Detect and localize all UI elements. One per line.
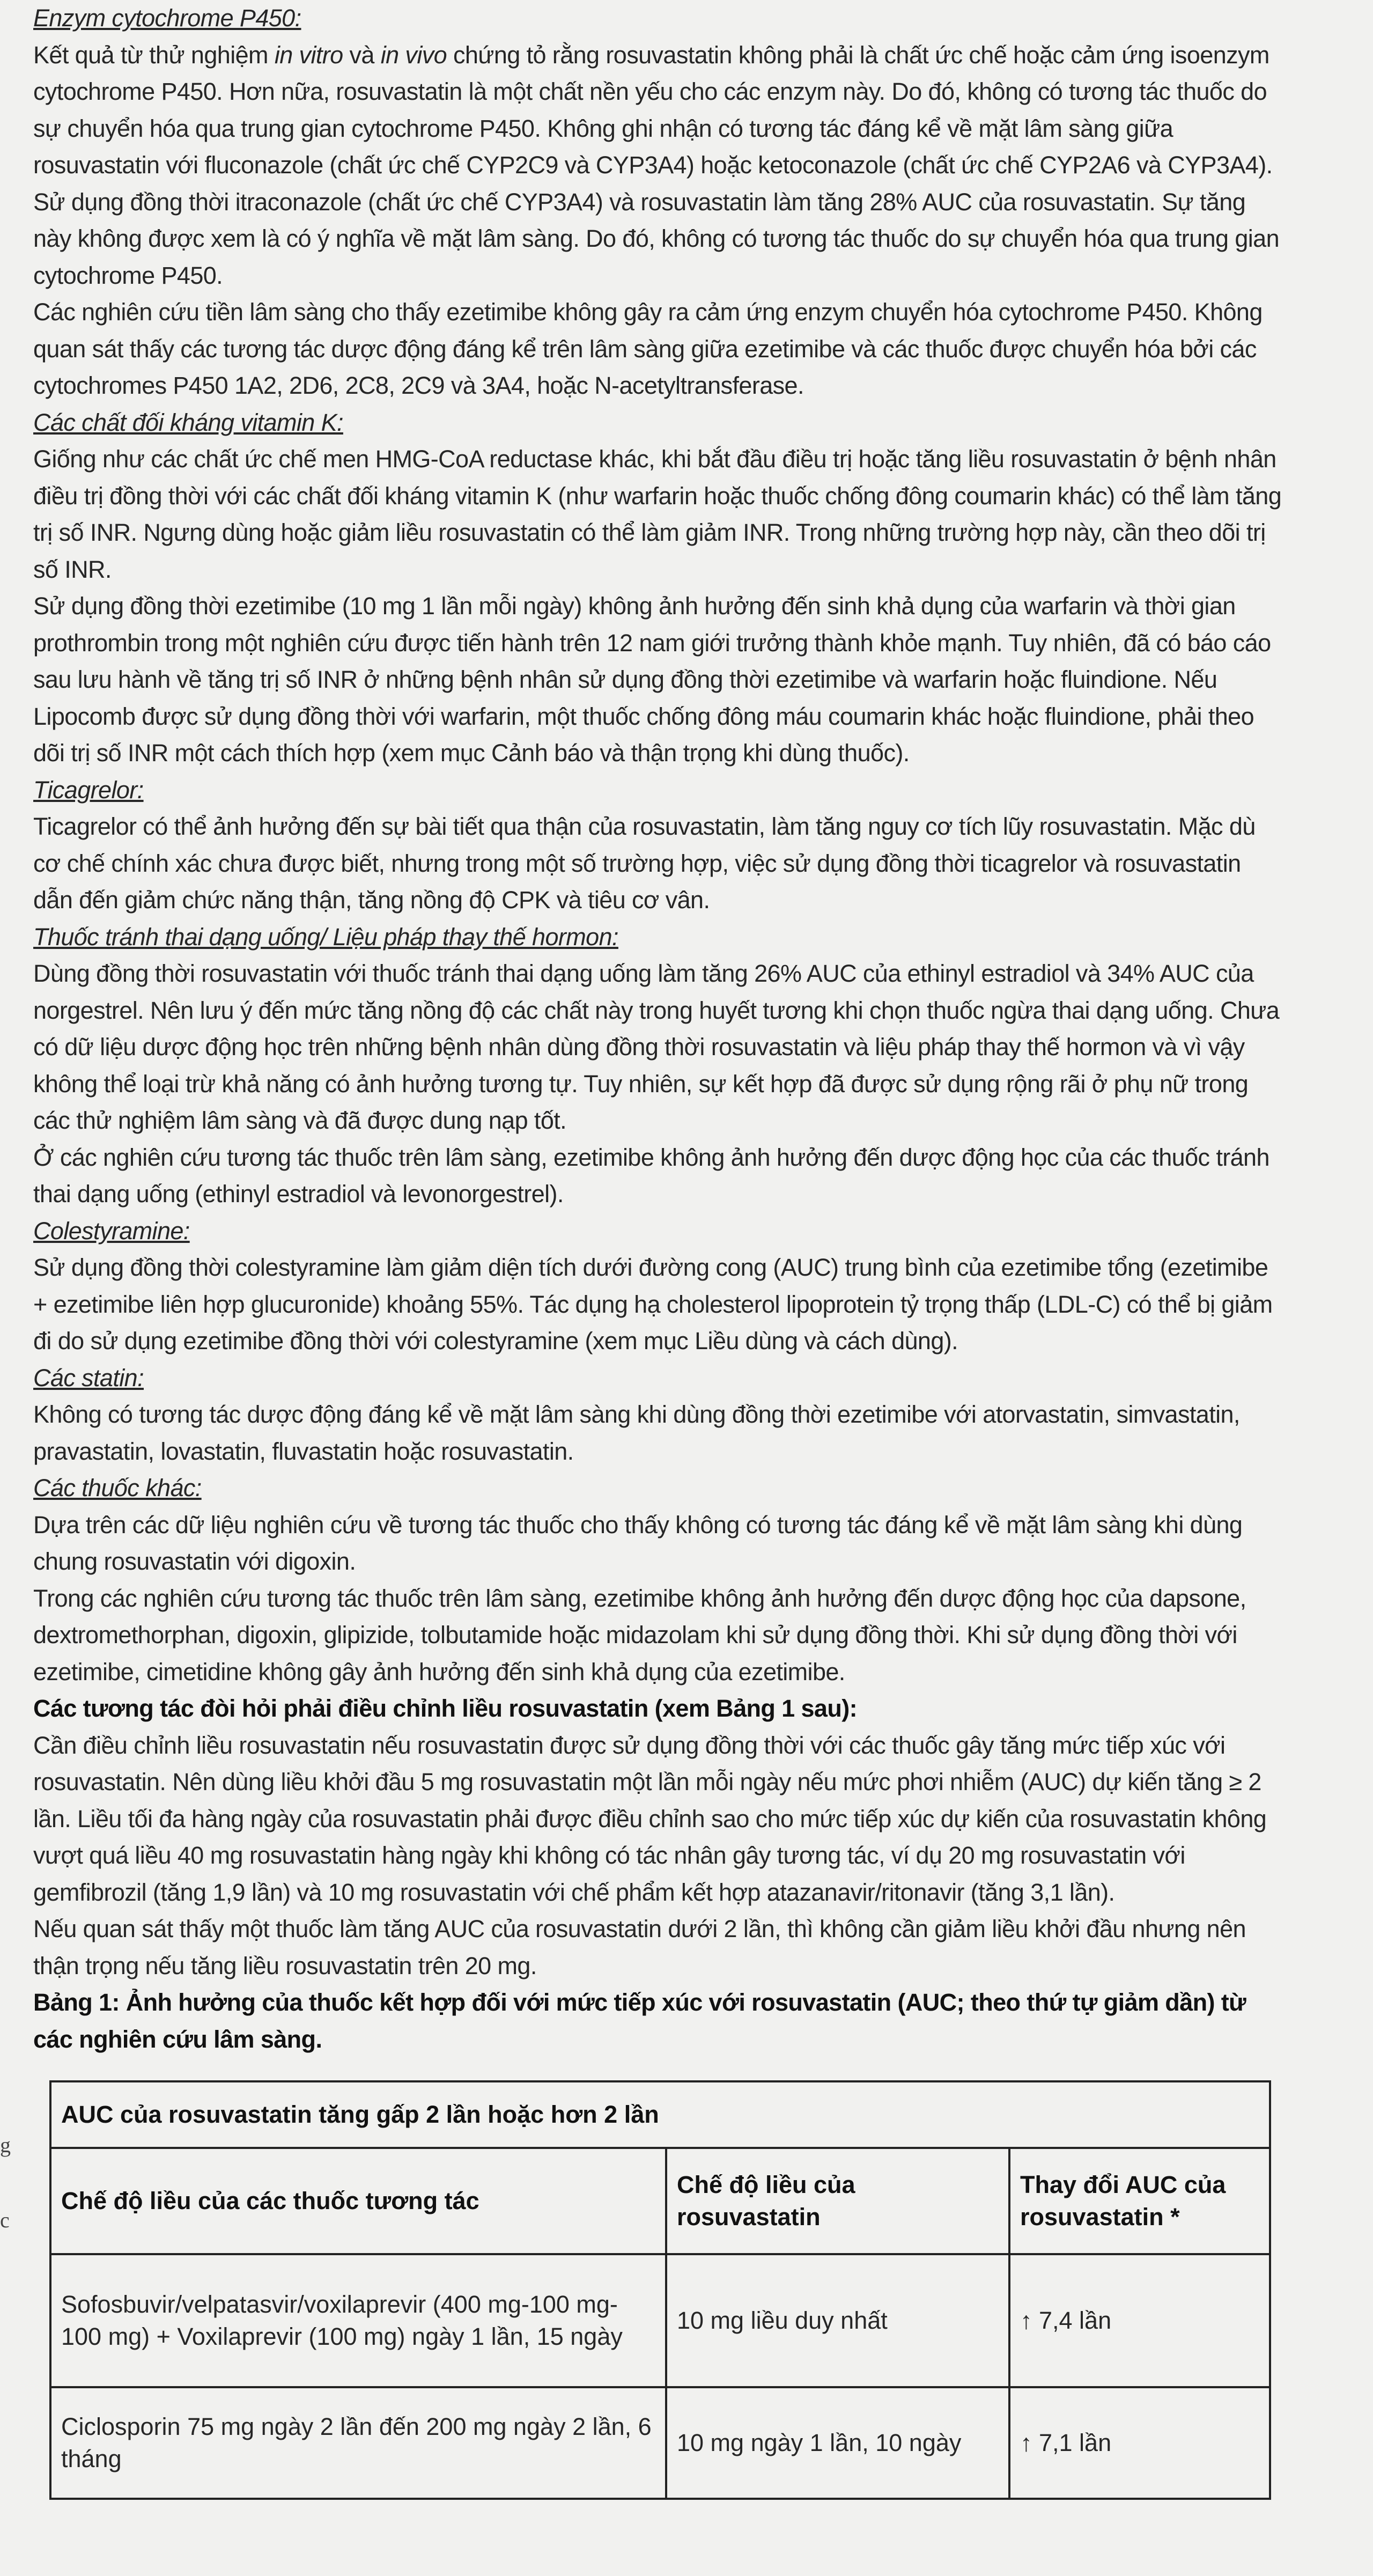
heading-ticagrelor: Ticagrelor: bbox=[33, 776, 144, 804]
col-header-auc-change: Thay đổi AUC của rosuvastatin * bbox=[1009, 2148, 1270, 2254]
margin-mark: g bbox=[0, 2133, 11, 2157]
paragraph-vitamin-k-1: Giống như các chất ức chế men HMG-CoA reductase khác, khi bắt đầu điều trị hoặc tăng liều rosuvastatin ở bệnh nhân điều trị đồng thời với các chất đối kháng vitamin K (như warfarin hoặc thuốc chống đông coumarin khác) có thể làm tăng trị số INR. Ngưng dùng hoặc giảm liều rosuvastatin có thể làm giảm INR. Trong những trường hợp này, cần theo dõi trị số INR. bbox=[33, 445, 1282, 583]
paragraph-ticagrelor: Ticagrelor có thể ảnh hưởng đến sự bài tiết qua thận của rosuvastatin, làm tăng nguy cơ tích lũy rosuvastatin. Mặc dù cơ chế chính xác chưa được biết, nhưng trong một số trường hợp, việc sử dụng đồng thời ticagrelor và rosuvastatin dẫn đến giảm chức năng thận, tăng nồng độ CPK và tiêu cơ vân. bbox=[33, 813, 1256, 914]
paragraph-contraceptives-1: Dùng đồng thời rosuvastatin với thuốc tránh thai dạng uống làm tăng 26% AUC của ethinyl estradiol và 34% AUC của norgestrel. Nên lưu ý đến mức tăng nồng độ các chất này trong huyết tương khi chọn thuốc ngừa thai dạng uống. Chưa có dữ liệu dược động học trên những bệnh nhân dùng đồng thời rosuvastatin và liệu pháp thay thế hormon và vì vậy không thể loại trừ khả năng có ảnh hưởng tương tự. Tuy nhiên, sự kết hợp đã được sử dụng rộng rãi ở phụ nữ trong các thử nghiệm lâm sàng và đã được dung nạp tốt. bbox=[33, 960, 1280, 1134]
paragraph-cytochrome-1 bbox=[33, 37, 1283, 184]
col-header-rosuvastatin-dose: Chế độ liều của rosuvastatin bbox=[666, 2148, 1009, 2254]
table-caption: Bảng 1: Ảnh hưởng của thuốc kết hợp đối với mức tiếp xúc với rosuvastatin (AUC; theo thứ tự giảm dần) từ các nghiên cứu lâm sàng. bbox=[33, 1989, 1246, 2053]
table-header-row bbox=[50, 2148, 1270, 2254]
table-group-header: AUC của rosuvastatin tăng gấp 2 lần hoặc hơn 2 lần bbox=[50, 2081, 1270, 2148]
text-span: chứng tỏ rằng rosuvastatin không phải là chất ức chế hoặc cảm ứng isoenzym cytochrome P450. Hơn nữa, rosuvastatin là một chất nền yếu cho các enzym này. Do đó, không có tương tác thuốc do sự chuyển hóa qua trung gian cytochrome P450. Không ghi nhận có tương tác đáng kể về mặt lâm sàng giữa rosuvastatin với fluconazole (chất ức chế CYP2C9 và CYP3A4) hoặc ketoconazole (chất ức chế CYP2A6 và CYP3A4). bbox=[33, 41, 1273, 179]
paragraph-cytochrome-2: Sử dụng đồng thời itraconazole (chất ức chế CYP3A4) và rosuvastatin làm tăng 28% AUC của rosuvastatin. Sự tăng này không được xem là có ý nghĩa về mặt lâm sàng. Do đó, không có tương tác thuốc do sự chuyển hóa qua trung gian cytochrome P450. bbox=[33, 188, 1280, 289]
cell-interacting-dose: Sofosbuvir/velpatasvir/voxilaprevir (400 mg-100 mg-100 mg) + Voxilaprevir (100 mg) ngày 1 lần, 15 ngày bbox=[50, 2254, 666, 2387]
paragraph-contraceptives-2: Ở các nghiên cứu tương tác thuốc trên lâm sàng, ezetimibe không ảnh hưởng đến dược động học của các thuốc tránh thai dạng uống (ethinyl estradiol và levonorgestrel). bbox=[33, 1143, 1269, 1208]
heading-colestyramine: Colestyramine: bbox=[33, 1217, 190, 1245]
interaction-table bbox=[49, 2080, 1271, 2500]
cell-auc-change: ↑ 7,1 lần bbox=[1009, 2387, 1270, 2499]
cell-rosuvastatin-dose: 10 mg ngày 1 lần, 10 ngày bbox=[666, 2387, 1009, 2499]
paragraph-vitamin-k-2: Sử dụng đồng thời ezetimibe (10 mg 1 lần mỗi ngày) không ảnh hưởng đến sinh khả dụng của warfarin và thời gian prothrombin trong một nghiên cứu được tiến hành trên 12 nam giới trưởng thành khỏe mạnh. Tuy nhiên, đã có báo cáo sau lưu hành về tăng trị số INR ở những bệnh nhân sử dụng đồng thời ezetimibe và warfarin hoặc fluindione. Nếu Lipocomb được sử dụng đồng thời với warfarin, một thuốc chống đông máu coumarin khác hoặc fluindione, phải theo dõi trị số INR một cách thích hợp (xem mục Cảnh báo và thận trọng khi dùng thuốc). bbox=[33, 592, 1271, 767]
paragraph-colestyramine: Sử dụng đồng thời colestyramine làm giảm diện tích dưới đường cong (AUC) trung bình của ezetimibe tổng (ezetimibe + ezetimibe liên hợp glucuronide) khoảng 55%. Tác dụng hạ cholesterol lipoprotein tỷ trọng thấp (LDL-C) có thể bị giảm đi do sử dụng ezetimibe đồng thời với colestyramine (xem mục Liều dùng và cách dùng). bbox=[33, 1254, 1273, 1355]
cell-auc-change: ↑ 7,4 lần bbox=[1009, 2254, 1270, 2387]
paragraph-dose-adjustment-2: Nếu quan sát thấy một thuốc làm tăng AUC của rosuvastatin dưới 2 lần, thì không cần giảm liều khởi đầu nhưng nên thận trọng nếu tăng liều rosuvastatin trên 20 mg. bbox=[33, 1915, 1246, 1979]
heading-other-drugs: Các thuốc khác: bbox=[33, 1474, 202, 1502]
heading-statins: Các statin: bbox=[33, 1364, 144, 1392]
table-row bbox=[50, 2387, 1270, 2499]
paragraph-other-drugs-1: Dựa trên các dữ liệu nghiên cứu về tương tác thuốc cho thấy không có tương tác đáng kể về mặt lâm sàng khi dùng chung rosuvastatin với digoxin. bbox=[33, 1511, 1243, 1575]
paragraph-other-drugs-2: Trong các nghiên cứu tương tác thuốc trên lâm sàng, ezetimibe không ảnh hưởng đến dược động học của dapsone, dextromethorphan, digoxin, glipizide, tolbutamide hoặc midazolam khi sử dụng đồng thời. Khi sử dụng đồng thời với ezetimibe, cimetidine không gây ảnh hưởng đến sinh khả dụng của ezetimibe. bbox=[33, 1584, 1246, 1686]
paragraph-cytochrome-3: Các nghiên cứu tiền lâm sàng cho thấy ezetimibe không gây ra cảm ứng enzym chuyển hóa cytochrome P450. Không quan sát thấy các tương tác dược động đáng kể trên lâm sàng giữa ezetimibe và các thuốc được chuyển hóa bởi các cytochromes P450 1A2, 2D6, 2C8, 2C9 và 3A4, hoặc N-acetyltransferase. bbox=[33, 298, 1263, 399]
margin-mark: c bbox=[0, 2208, 10, 2232]
text-italic: in vivo bbox=[380, 41, 447, 69]
paragraph-dose-adjustment-1: Cần điều chỉnh liều rosuvastatin nếu rosuvastatin được sử dụng đồng thời với các thuốc gây tăng mức tiếp xúc với rosuvastatin. Nên dùng liều khởi đầu 5 mg rosuvastatin một lần mỗi ngày nếu mức phơi nhiễm (AUC) dự kiến tăng ≥ 2 lần. Liều tối đa hàng ngày của rosuvastatin phải được điều chỉnh sao cho mức tiếp xúc dự kiến của rosuvastatin không vượt quá liều 40 mg rosuvastatin hàng ngày khi không có tác nhân gây tương tác, ví dụ 20 mg rosuvastatin với gemfibrozil (tăng 1,9 lần) và 10 mg rosuvastatin với chế phẩm kết hợp atazanavir/ritonavir (tăng 3,1 lần). bbox=[33, 1731, 1267, 1906]
heading-dose-adjustment: Các tương tác đòi hỏi phải điều chỉnh liều rosuvastatin (xem Bảng 1 sau): bbox=[33, 1695, 858, 1722]
cell-interacting-dose: Ciclosporin 75 mg ngày 2 lần đến 200 mg ngày 2 lần, 6 tháng bbox=[50, 2387, 666, 2499]
table-row bbox=[50, 2254, 1270, 2387]
paragraph-statins: Không có tương tác dược động đáng kể về mặt lâm sàng khi dùng đồng thời ezetimibe với atorvastatin, simvastatin, pravastatin, lovastatin, fluvastatin hoặc rosuvastatin. bbox=[33, 1401, 1240, 1465]
heading-vitamin-k: Các chất đối kháng vitamin K: bbox=[33, 408, 343, 436]
cell-rosuvastatin-dose: 10 mg liều duy nhất bbox=[666, 2254, 1009, 2387]
document-body bbox=[33, 0, 1283, 2058]
table-group-header-row bbox=[50, 2081, 1270, 2148]
text-span: và bbox=[349, 41, 374, 69]
heading-cytochrome: Enzym cytochrome P450: bbox=[33, 4, 301, 32]
heading-contraceptives: Thuốc tránh thai dạng uống/ Liệu pháp thay thế hormon: bbox=[33, 923, 618, 951]
col-header-interacting-dose: Chế độ liều của các thuốc tương tác bbox=[50, 2148, 666, 2254]
text-span: Kết quả từ thử nghiệm bbox=[33, 41, 268, 69]
text-italic: in vitro bbox=[274, 41, 343, 69]
